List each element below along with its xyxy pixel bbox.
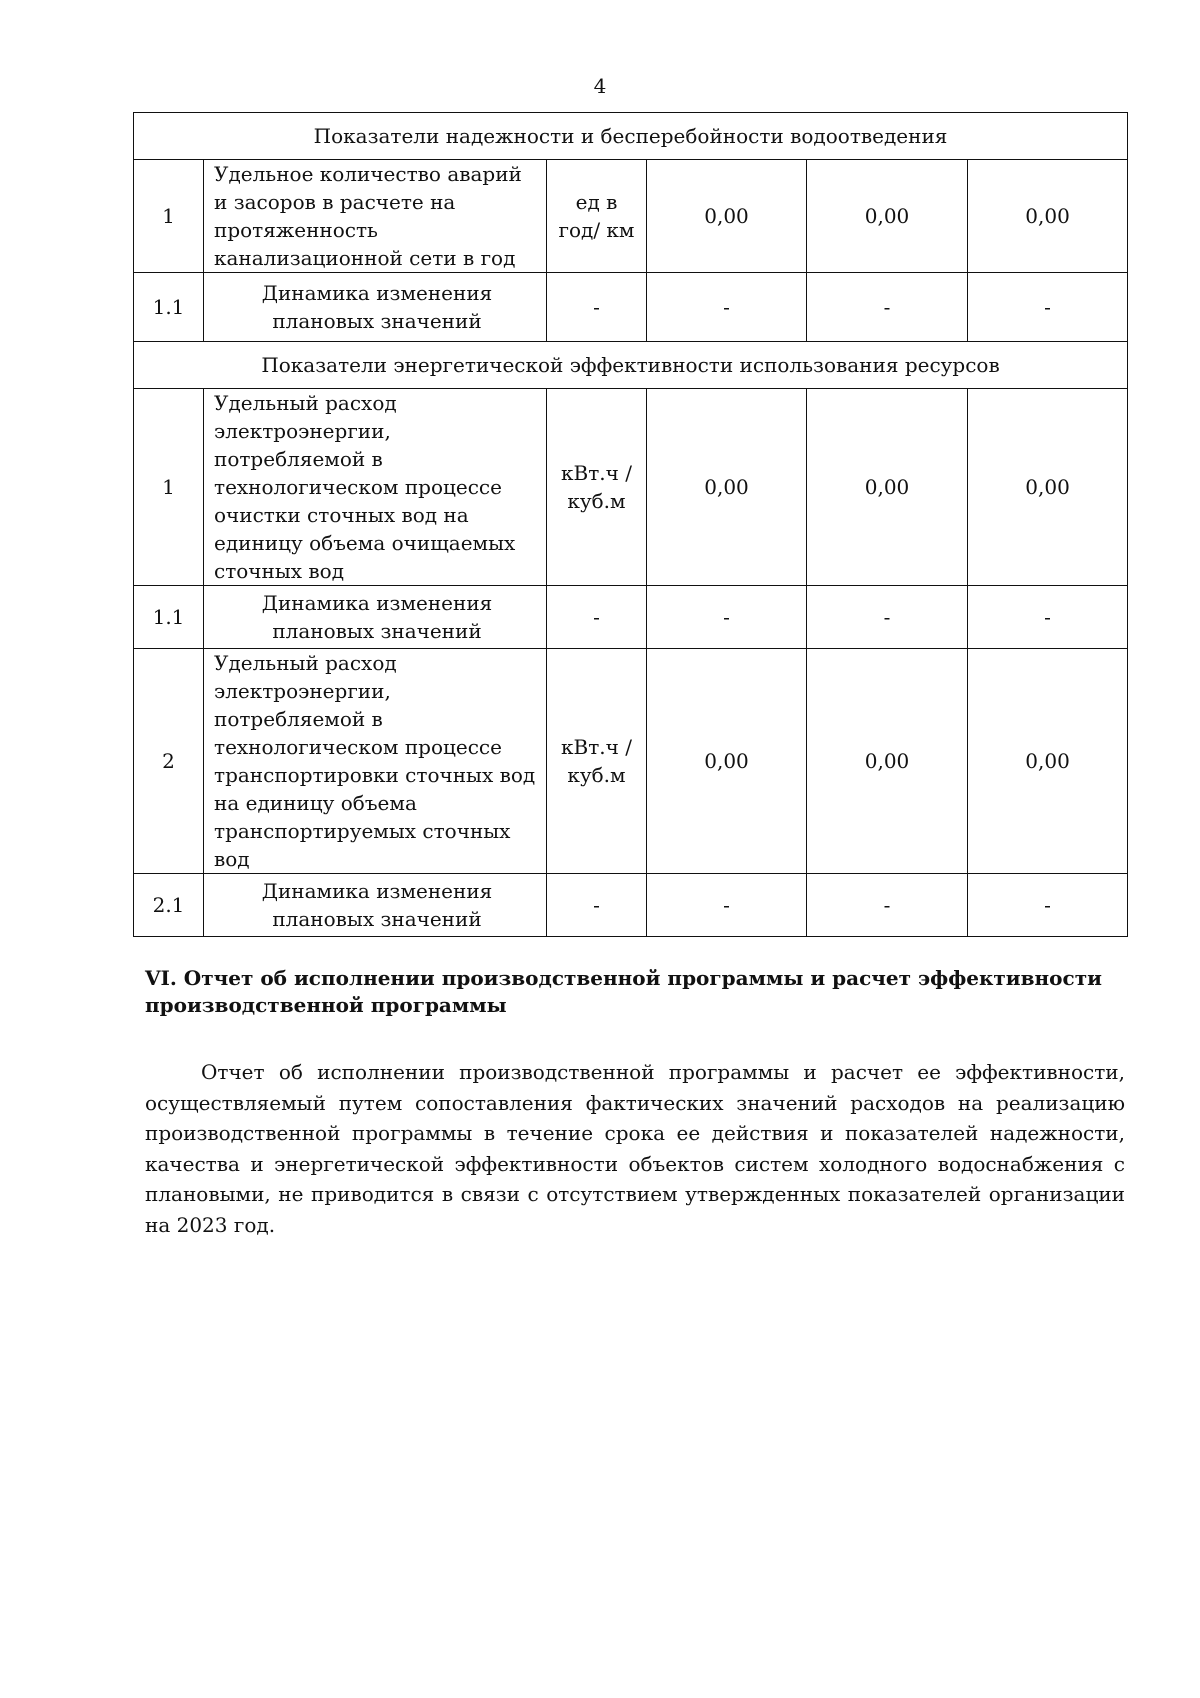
value-cell: - — [968, 586, 1128, 649]
section-title: Показатели надежности и бесперебойности водоотведения — [134, 113, 1128, 160]
row-number: 1 — [134, 389, 204, 586]
row-number: 2.1 — [134, 874, 204, 937]
value-cell: 0,00 — [647, 160, 807, 273]
table-row — [134, 649, 1128, 874]
value-cell: 0,00 — [807, 389, 968, 586]
value-cell: 0,00 — [807, 649, 968, 874]
value-cell: 0,00 — [647, 649, 807, 874]
indicator-name: Удельный расход электроэнергии, потребляемой в технологическом процессе очистки сточных вод на единицу объема очищаемых сточных вод — [204, 389, 547, 586]
section-title: Показатели энергетической эффективности использования ресурсов — [134, 342, 1128, 389]
table-row — [134, 273, 1128, 342]
unit-cell: кВт.ч / куб.м — [547, 389, 647, 586]
value-cell: - — [968, 273, 1128, 342]
unit-cell: кВт.ч / куб.м — [547, 649, 647, 874]
value-cell: - — [647, 586, 807, 649]
row-number: 1.1 — [134, 586, 204, 649]
value-cell: 0,00 — [647, 389, 807, 586]
indicators-table — [133, 112, 1128, 937]
unit-cell: - — [547, 273, 647, 342]
section-header-row — [134, 113, 1128, 160]
table-row — [134, 586, 1128, 649]
value-cell: - — [807, 586, 968, 649]
table-row — [134, 160, 1128, 273]
value-cell: 0,00 — [968, 389, 1128, 586]
value-cell: - — [647, 273, 807, 342]
value-cell: 0,00 — [807, 160, 968, 273]
section-vi-paragraph: Отчет об исполнении производственной программы и расчет ее эффективности, осуществляемый путем сопоставления фактических значений расходов на реализацию производственной программы в течение срока ее действия и показателей надежности, качества и энергетической эффективности объектов систем холодного водоснабжения с плановыми, не приводится в связи с отсутствием утвержденных показателей организации на 2023 год. — [145, 1060, 1125, 1237]
table-row — [134, 874, 1128, 937]
indicator-name: Удельное количество аварий и засоров в расчете на протяженность канализационной сети в год — [204, 160, 547, 273]
page-number: 4 — [593, 74, 607, 98]
value-cell: - — [647, 874, 807, 937]
unit-cell: - — [547, 586, 647, 649]
value-cell: - — [968, 874, 1128, 937]
indicator-name: Динамика изменения плановых значений — [204, 586, 547, 649]
section-vi-heading: VI. Отчет об исполнении производственной программы и расчет эффективности производственной программы — [145, 966, 1102, 1017]
value-cell: - — [807, 874, 968, 937]
section-header-row — [134, 342, 1128, 389]
table-row — [134, 389, 1128, 586]
row-number: 1.1 — [134, 273, 204, 342]
unit-cell: - — [547, 874, 647, 937]
unit-cell: ед в год/ км — [547, 160, 647, 273]
value-cell: 0,00 — [968, 649, 1128, 874]
value-cell: 0,00 — [968, 160, 1128, 273]
value-cell: - — [807, 273, 968, 342]
row-number: 2 — [134, 649, 204, 874]
indicator-name: Удельный расход электроэнергии, потребляемой в технологическом процессе транспортировки сточных вод на единицу объема транспортируемых сточных вод — [204, 649, 547, 874]
row-number: 1 — [134, 160, 204, 273]
indicator-name: Динамика изменения плановых значений — [204, 874, 547, 937]
indicator-name: Динамика изменения плановых значений — [204, 273, 547, 342]
